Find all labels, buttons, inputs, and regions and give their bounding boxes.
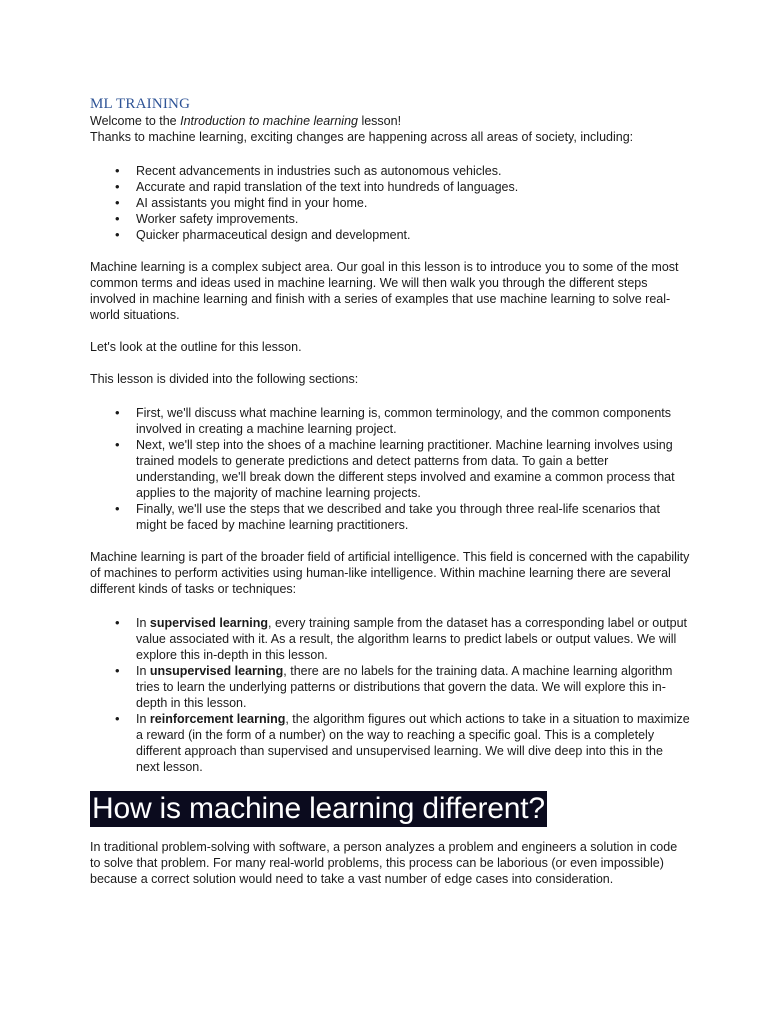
item-text: , there are no labels for the training data. A machine learning algorithm tries to learn the underlying patterns or distributions that govern the data. We will explore this in-depth in this lesson. <box>136 664 673 710</box>
intro-paragraph: Machine learning is a complex subject area. Our goal in this lesson is to introduce you to some of the most common terms and ideas used in machine learning. We will then walk you through the different steps involved in machine learning and finish with a series of examples that use machine learning to solve real-world situations. <box>90 260 679 322</box>
item-text: , every training sample from the dataset has a corresponding label or output value associated with it. As a result, the algorithm learns to predict labels or output values. We will explore this in-depth in this lesson. <box>136 616 688 662</box>
list-item <box>90 663 690 711</box>
doc-title: ML TRAINING <box>90 96 191 112</box>
benefits-list <box>90 163 690 243</box>
list-item: • Recent advancements in industries such as autonomous vehicles. <box>90 163 690 179</box>
welcome-prefix: Welcome to the <box>90 114 181 128</box>
item-term: supervised learning <box>149 616 269 630</box>
welcome-suffix: lesson! <box>357 114 402 128</box>
item-term: unsupervised learning <box>149 664 284 678</box>
final-paragraph: In traditional problem-solving with software, a person analyzes a problem and engineers a solution in code to solve that problem. For many real-world problems, this process can be laborious (or even impossible) because a correct solution would need to take a vast number of edge cases into consideration. <box>90 840 678 886</box>
item-term: reinforcement learning <box>149 712 286 726</box>
welcome-line <box>90 113 690 129</box>
divided-line: This lesson is divided into the following sections: <box>90 372 359 386</box>
list-item: • Quicker pharmaceutical design and development. <box>90 227 690 243</box>
outline-line: Let's look at the outline for this lesson. <box>90 340 302 354</box>
document-body <box>90 96 690 887</box>
list-item: • Next, we'll step into the shoes of a machine learning practitioner. Machine learning involves using trained models to generate predictions and detect patterns from data. To gain a better understanding, we'll break down the different steps involved and examine a common process that applies to the majority of machine learning projects. <box>90 437 690 501</box>
list-item: • First, we'll discuss what machine learning is, common terminology, and the common components involved in creating a machine learning project. <box>90 405 690 437</box>
item-prefix: In <box>136 712 150 726</box>
list-item: • Finally, we'll use the steps that we described and take you through three real-life scenarios that might be faced by machine learning practitioners. <box>90 501 690 533</box>
list-item <box>90 615 690 663</box>
list-item <box>90 711 690 775</box>
list-item: • Worker safety improvements. <box>90 211 690 227</box>
learning-kinds-list <box>90 615 690 775</box>
section-heading: How is machine learning different? <box>92 792 545 825</box>
sections-list <box>90 405 690 533</box>
item-text: , the algorithm figures out which actions to take in a situation to maximize a reward (in the form of a number) on the way to reaching a specific goal. This is a completely different approach than supervised and unsupervised learning. We will dive deep into this in the next lesson. <box>136 712 690 774</box>
thanks-line: Thanks to machine learning, exciting changes are happening across all areas of society, including: <box>90 130 634 144</box>
ai-paragraph: Machine learning is part of the broader field of artificial intelligence. This field is concerned with the capability of machines to perform activities using human-like intelligence. Within machine learning there are several different kinds of tasks or techniques: <box>90 550 690 596</box>
item-prefix: In <box>136 616 150 630</box>
list-item: • AI assistants you might find in your home. <box>90 195 690 211</box>
list-item: • Accurate and rapid translation of the text into hundreds of languages. <box>90 179 690 195</box>
item-prefix: In <box>136 664 150 678</box>
welcome-italic: Introduction to machine learning <box>180 114 358 128</box>
